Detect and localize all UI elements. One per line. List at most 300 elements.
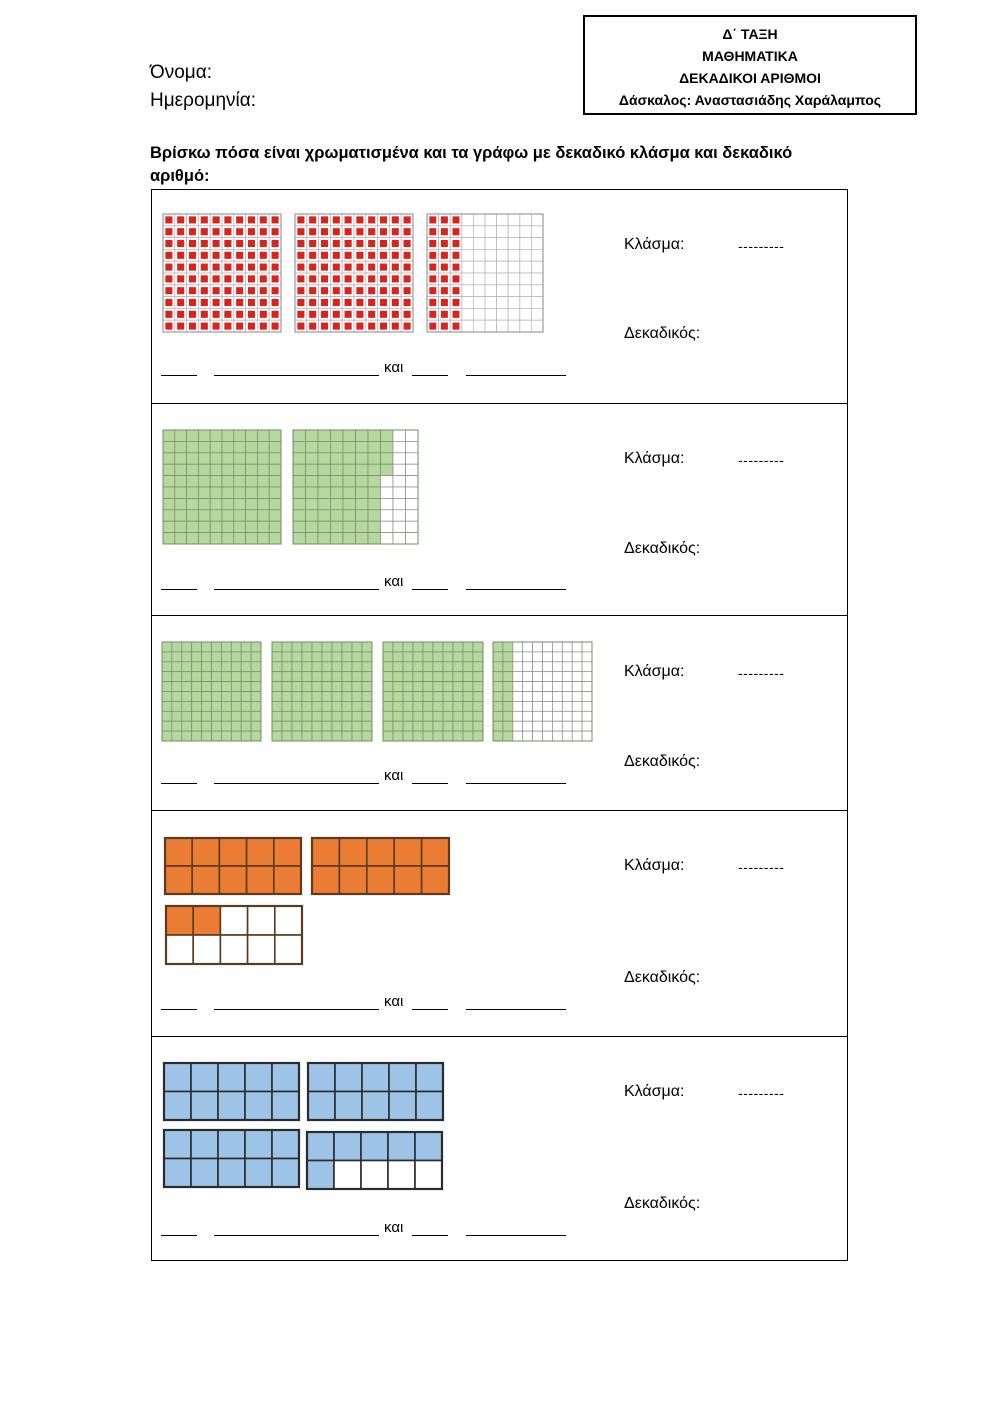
shaded-square xyxy=(380,287,387,294)
shaded-cell xyxy=(413,692,423,702)
shaded-cell xyxy=(503,642,513,652)
shaded-cell xyxy=(234,498,246,509)
shaded-cell xyxy=(212,682,222,692)
shaded-square xyxy=(321,311,328,318)
shaded-cell xyxy=(306,533,319,544)
tenths-bar-orange-partial xyxy=(166,906,302,964)
answer-blank[interactable] xyxy=(214,1009,379,1010)
shaded-cell xyxy=(210,453,222,464)
shaded-square xyxy=(165,323,172,330)
shaded-cell xyxy=(282,672,292,682)
empty-cell xyxy=(533,692,543,702)
shaded-cell xyxy=(247,838,274,866)
answer-blank[interactable] xyxy=(466,375,566,376)
shaded-cell xyxy=(342,642,352,652)
shaded-cell xyxy=(202,672,212,682)
shaded-square xyxy=(297,323,304,330)
answer-blank[interactable] xyxy=(161,589,197,590)
shaded-cell xyxy=(251,731,261,741)
shaded-cell xyxy=(221,652,231,662)
shaded-cell xyxy=(318,476,331,487)
shaded-cell xyxy=(219,866,246,894)
empty-cell xyxy=(220,935,247,964)
shaded-cell xyxy=(293,464,306,475)
answer-blank[interactable] xyxy=(161,783,197,784)
shaded-square xyxy=(236,252,243,259)
shaded-cell xyxy=(463,692,473,702)
shaded-square xyxy=(165,311,172,318)
shaded-cell xyxy=(293,430,306,441)
shaded-cell xyxy=(389,1063,416,1092)
shaded-cell xyxy=(318,510,331,521)
shaded-cell xyxy=(162,652,172,662)
shaded-cell xyxy=(257,487,269,498)
shaded-cell xyxy=(503,731,513,741)
shaded-square xyxy=(309,287,316,294)
shaded-cell xyxy=(493,692,503,702)
shaded-square xyxy=(441,323,448,330)
name-label: Όνομα: xyxy=(150,62,212,83)
shaded-cell xyxy=(312,866,339,894)
shaded-square xyxy=(248,299,255,306)
shaded-cell xyxy=(241,662,251,672)
shaded-cell xyxy=(332,721,342,731)
shaded-cell xyxy=(322,662,332,672)
shaded-square xyxy=(224,275,231,282)
shaded-cell xyxy=(362,672,372,682)
shaded-square xyxy=(213,287,220,294)
empty-cell xyxy=(582,701,592,711)
shaded-cell xyxy=(231,662,241,672)
shaded-cell xyxy=(162,731,172,741)
shaded-cell xyxy=(368,487,381,498)
answer-blank[interactable] xyxy=(412,1235,448,1236)
shaded-cell xyxy=(251,652,261,662)
shaded-cell xyxy=(342,662,352,672)
shaded-cell xyxy=(413,731,423,741)
shaded-cell xyxy=(192,662,202,672)
empty-cell xyxy=(562,672,572,682)
answer-blank[interactable] xyxy=(214,1235,379,1236)
shaded-cell xyxy=(332,692,342,702)
empty-cell xyxy=(562,642,572,652)
shaded-cell xyxy=(272,711,282,721)
empty-cell xyxy=(543,652,553,662)
shaded-cell xyxy=(302,711,312,721)
answer-blank[interactable] xyxy=(412,783,448,784)
shaded-cell xyxy=(202,711,212,721)
shaded-cell xyxy=(282,662,292,672)
empty-cell xyxy=(552,711,562,721)
empty-cell xyxy=(552,721,562,731)
shaded-cell xyxy=(413,682,423,692)
shaded-square xyxy=(345,240,352,247)
shaded-square xyxy=(248,240,255,247)
shaded-square xyxy=(260,299,267,306)
shaded-cell xyxy=(368,430,381,441)
empty-cell xyxy=(582,642,592,652)
shaded-cell xyxy=(307,1132,334,1161)
shaded-cell xyxy=(187,453,199,464)
shaded-square xyxy=(404,275,411,282)
shaded-cell xyxy=(251,721,261,731)
grid-cell xyxy=(508,273,520,285)
empty-cell xyxy=(248,906,275,935)
shaded-cell xyxy=(393,642,403,652)
shaded-square xyxy=(260,228,267,235)
grid-cell xyxy=(508,214,520,226)
shaded-square xyxy=(272,252,279,259)
shaded-cell xyxy=(423,711,433,721)
shaded-square xyxy=(368,323,375,330)
answer-blank[interactable] xyxy=(466,589,566,590)
shaded-cell xyxy=(331,441,344,452)
answer-blank[interactable] xyxy=(214,589,379,590)
shaded-square xyxy=(333,216,340,223)
answer-blank[interactable] xyxy=(412,589,448,590)
empty-cell xyxy=(543,672,553,682)
grid-cell xyxy=(485,320,497,332)
empty-cell xyxy=(523,652,533,662)
answer-blank[interactable] xyxy=(466,1235,566,1236)
shaded-cell xyxy=(187,476,199,487)
shaded-square xyxy=(392,240,399,247)
shaded-cell xyxy=(241,642,251,652)
answer-blank[interactable] xyxy=(214,783,379,784)
shaded-cell xyxy=(293,533,306,544)
shaded-cell xyxy=(423,652,433,662)
empty-cell xyxy=(533,642,543,652)
shaded-cell xyxy=(312,672,322,682)
shaded-cell xyxy=(302,642,312,652)
shaded-cell xyxy=(443,701,453,711)
shaded-cell xyxy=(293,441,306,452)
shaded-cell xyxy=(322,682,332,692)
shaded-cell xyxy=(393,662,403,672)
shaded-cell xyxy=(322,731,332,741)
shaded-cell xyxy=(257,533,269,544)
shaded-cell xyxy=(231,721,241,731)
answer-blank[interactable] xyxy=(214,375,379,376)
shaded-square xyxy=(345,264,352,271)
shaded-square xyxy=(321,275,328,282)
and-word: και xyxy=(384,359,404,376)
shaded-cell xyxy=(251,711,261,721)
shaded-cell xyxy=(182,672,192,682)
shaded-cell xyxy=(182,701,192,711)
shaded-square xyxy=(356,216,363,223)
shaded-cell xyxy=(493,721,503,731)
grid-cell xyxy=(497,226,509,238)
shaded-cell xyxy=(222,498,234,509)
shaded-square xyxy=(356,228,363,235)
shaded-square xyxy=(297,264,304,271)
decimal-label: Δεκαδικός: xyxy=(624,1195,701,1212)
shaded-square xyxy=(392,311,399,318)
grid-cell xyxy=(531,285,543,297)
hundred-grid-red-partial xyxy=(427,214,543,332)
shaded-cell xyxy=(212,652,222,662)
shaded-cell xyxy=(403,692,413,702)
hundred-grid-green xyxy=(272,642,372,741)
shaded-square xyxy=(201,264,208,271)
shaded-square xyxy=(453,216,460,223)
shaded-cell xyxy=(393,731,403,741)
shaded-cell xyxy=(192,682,202,692)
shaded-cell xyxy=(234,453,246,464)
shaded-cell xyxy=(231,652,241,662)
shaded-cell xyxy=(191,1130,218,1159)
grid-cell xyxy=(520,214,532,226)
shaded-cell xyxy=(182,731,192,741)
shaded-cell xyxy=(383,642,393,652)
shaded-square xyxy=(392,275,399,282)
shaded-cell xyxy=(241,672,251,682)
empty-cell xyxy=(406,510,419,521)
empty-cell xyxy=(381,510,394,521)
shaded-cell xyxy=(433,662,443,672)
answer-blank[interactable] xyxy=(161,375,197,376)
tenths-bar-orange xyxy=(165,838,301,894)
shaded-square xyxy=(392,299,399,306)
answer-blank[interactable] xyxy=(466,1009,566,1010)
shaded-square xyxy=(213,275,220,282)
shaded-cell xyxy=(318,487,331,498)
empty-cell xyxy=(393,487,406,498)
grid-cell xyxy=(485,273,497,285)
shaded-cell xyxy=(383,662,393,672)
hundred-grid-green-partial xyxy=(293,430,418,544)
shaded-cell xyxy=(269,430,281,441)
empty-cell xyxy=(523,731,533,741)
shaded-cell xyxy=(331,498,344,509)
shaded-cell xyxy=(463,711,473,721)
shaded-square xyxy=(356,252,363,259)
shaded-cell xyxy=(202,692,212,702)
empty-cell xyxy=(562,731,572,741)
empty-cell xyxy=(513,721,523,731)
empty-cell xyxy=(381,476,394,487)
empty-cell xyxy=(552,652,562,662)
tenths-bar-blue-partial xyxy=(307,1132,442,1189)
fraction-label: Κλάσμα: xyxy=(624,1083,685,1100)
shaded-cell xyxy=(257,441,269,452)
shaded-cell xyxy=(423,682,433,692)
shaded-cell xyxy=(343,453,356,464)
shaded-square xyxy=(260,287,267,294)
answer-blank[interactable] xyxy=(412,375,448,376)
shaded-square xyxy=(321,287,328,294)
shaded-cell xyxy=(503,692,513,702)
shaded-square xyxy=(429,264,436,271)
grid-cell xyxy=(520,308,532,320)
empty-cell xyxy=(406,430,419,441)
shaded-cell xyxy=(202,721,212,731)
shaded-cell xyxy=(222,533,234,544)
shaded-cell xyxy=(251,692,261,702)
shaded-cell xyxy=(433,721,443,731)
shaded-cell xyxy=(443,731,453,741)
shaded-cell xyxy=(245,1130,272,1159)
shaded-square xyxy=(404,216,411,223)
shaded-square xyxy=(177,264,184,271)
shaded-square xyxy=(213,240,220,247)
grid-cell xyxy=(497,238,509,250)
shaded-square xyxy=(429,323,436,330)
shaded-square xyxy=(429,299,436,306)
shaded-cell xyxy=(212,721,222,731)
shaded-square xyxy=(272,287,279,294)
grid-cell xyxy=(497,285,509,297)
shaded-cell xyxy=(503,672,513,682)
answer-blank[interactable] xyxy=(466,783,566,784)
shaded-cell xyxy=(339,866,366,894)
shaded-square xyxy=(297,311,304,318)
grid-cell xyxy=(497,320,509,332)
shaded-cell xyxy=(246,441,258,452)
shaded-square xyxy=(380,311,387,318)
shaded-cell xyxy=(322,642,332,652)
empty-cell xyxy=(406,476,419,487)
shaded-cell xyxy=(393,721,403,731)
shaded-cell xyxy=(352,701,362,711)
shaded-cell xyxy=(172,652,182,662)
and-word: και xyxy=(384,573,404,590)
fraction-label: Κλάσμα: xyxy=(624,236,685,253)
shaded-cell xyxy=(269,487,281,498)
shaded-cell xyxy=(192,701,202,711)
shaded-square xyxy=(260,323,267,330)
fraction-answer-blank[interactable]: --------- xyxy=(738,1085,785,1101)
shaded-cell xyxy=(306,487,319,498)
shaded-cell xyxy=(383,692,393,702)
shaded-cell xyxy=(198,521,210,532)
shaded-cell xyxy=(381,453,394,464)
empty-cell xyxy=(562,692,572,702)
shaded-cell xyxy=(322,672,332,682)
shaded-cell xyxy=(234,441,246,452)
shaded-cell xyxy=(163,453,175,464)
shaded-cell xyxy=(272,731,282,741)
shaded-cell xyxy=(393,672,403,682)
shaded-cell xyxy=(342,731,352,741)
answer-blank[interactable] xyxy=(161,1235,197,1236)
shaded-square xyxy=(297,299,304,306)
fraction-answer-blank[interactable]: --------- xyxy=(738,452,785,468)
empty-cell xyxy=(248,935,275,964)
grid-cell xyxy=(485,226,497,238)
shaded-cell xyxy=(251,682,261,692)
empty-cell xyxy=(523,711,533,721)
fraction-answer-blank[interactable]: --------- xyxy=(738,238,785,254)
shaded-square xyxy=(453,299,460,306)
shaded-cell xyxy=(221,721,231,731)
empty-cell xyxy=(543,662,553,672)
shaded-cell xyxy=(162,692,172,702)
shaded-cell xyxy=(302,701,312,711)
shaded-cell xyxy=(443,721,453,731)
shaded-square xyxy=(177,299,184,306)
shaded-cell xyxy=(493,642,503,652)
shaded-square xyxy=(333,287,340,294)
shaded-square xyxy=(248,323,255,330)
shaded-square xyxy=(404,252,411,259)
shaded-cell xyxy=(221,711,231,721)
shaded-square xyxy=(345,275,352,282)
shaded-cell xyxy=(212,711,222,721)
shaded-cell xyxy=(221,731,231,741)
shaded-cell xyxy=(312,701,322,711)
fraction-answer-blank[interactable]: --------- xyxy=(738,859,785,875)
empty-cell xyxy=(562,682,572,692)
shaded-square xyxy=(453,311,460,318)
shaded-cell xyxy=(443,711,453,721)
hundred-grid-red xyxy=(295,214,413,332)
empty-cell xyxy=(552,682,562,692)
shaded-cell xyxy=(187,533,199,544)
shaded-cell xyxy=(343,464,356,475)
shaded-cell xyxy=(362,731,372,741)
shaded-cell xyxy=(318,533,331,544)
and-word: και xyxy=(384,993,404,1010)
fraction-answer-blank[interactable]: --------- xyxy=(738,665,785,681)
shaded-square xyxy=(272,228,279,235)
shaded-square xyxy=(201,228,208,235)
instruction-text: Βρίσκω πόσα είναι χρωματισμένα και τα γράφω με δεκαδικό κλάσμα και δεκαδικό αριθμό: xyxy=(150,144,793,185)
empty-cell xyxy=(572,662,582,672)
empty-cell xyxy=(533,682,543,692)
shaded-cell xyxy=(198,453,210,464)
shaded-square xyxy=(297,252,304,259)
shaded-cell xyxy=(241,711,251,721)
hundred-grid-green xyxy=(163,430,281,544)
empty-cell xyxy=(381,533,394,544)
shaded-cell xyxy=(292,662,302,672)
shaded-square xyxy=(321,228,328,235)
shaded-cell xyxy=(308,1063,335,1092)
answer-blank[interactable] xyxy=(412,1009,448,1010)
empty-cell xyxy=(393,464,406,475)
empty-cell xyxy=(406,498,419,509)
empty-cell xyxy=(572,721,582,731)
answer-blank[interactable] xyxy=(161,1009,197,1010)
shaded-square xyxy=(189,228,196,235)
shaded-cell xyxy=(493,711,503,721)
decimal-label: Δεκαδικός: xyxy=(624,325,701,342)
shaded-cell xyxy=(231,682,241,692)
shaded-square xyxy=(356,311,363,318)
shaded-cell xyxy=(342,701,352,711)
shaded-square xyxy=(380,323,387,330)
shaded-cell xyxy=(463,721,473,731)
shaded-cell xyxy=(198,498,210,509)
shaded-square xyxy=(236,264,243,271)
shaded-cell xyxy=(269,521,281,532)
shaded-cell xyxy=(163,510,175,521)
hundred-grid-green-partial xyxy=(493,642,592,741)
shaded-cell xyxy=(210,498,222,509)
shaded-cell xyxy=(322,721,332,731)
shaded-cell xyxy=(163,464,175,475)
shaded-cell xyxy=(318,441,331,452)
shaded-cell xyxy=(241,652,251,662)
shaded-cell xyxy=(198,476,210,487)
shaded-cell xyxy=(443,642,453,652)
shaded-cell xyxy=(272,672,282,682)
shaded-cell xyxy=(383,731,393,741)
shaded-cell xyxy=(218,1130,245,1159)
empty-cell xyxy=(562,662,572,672)
